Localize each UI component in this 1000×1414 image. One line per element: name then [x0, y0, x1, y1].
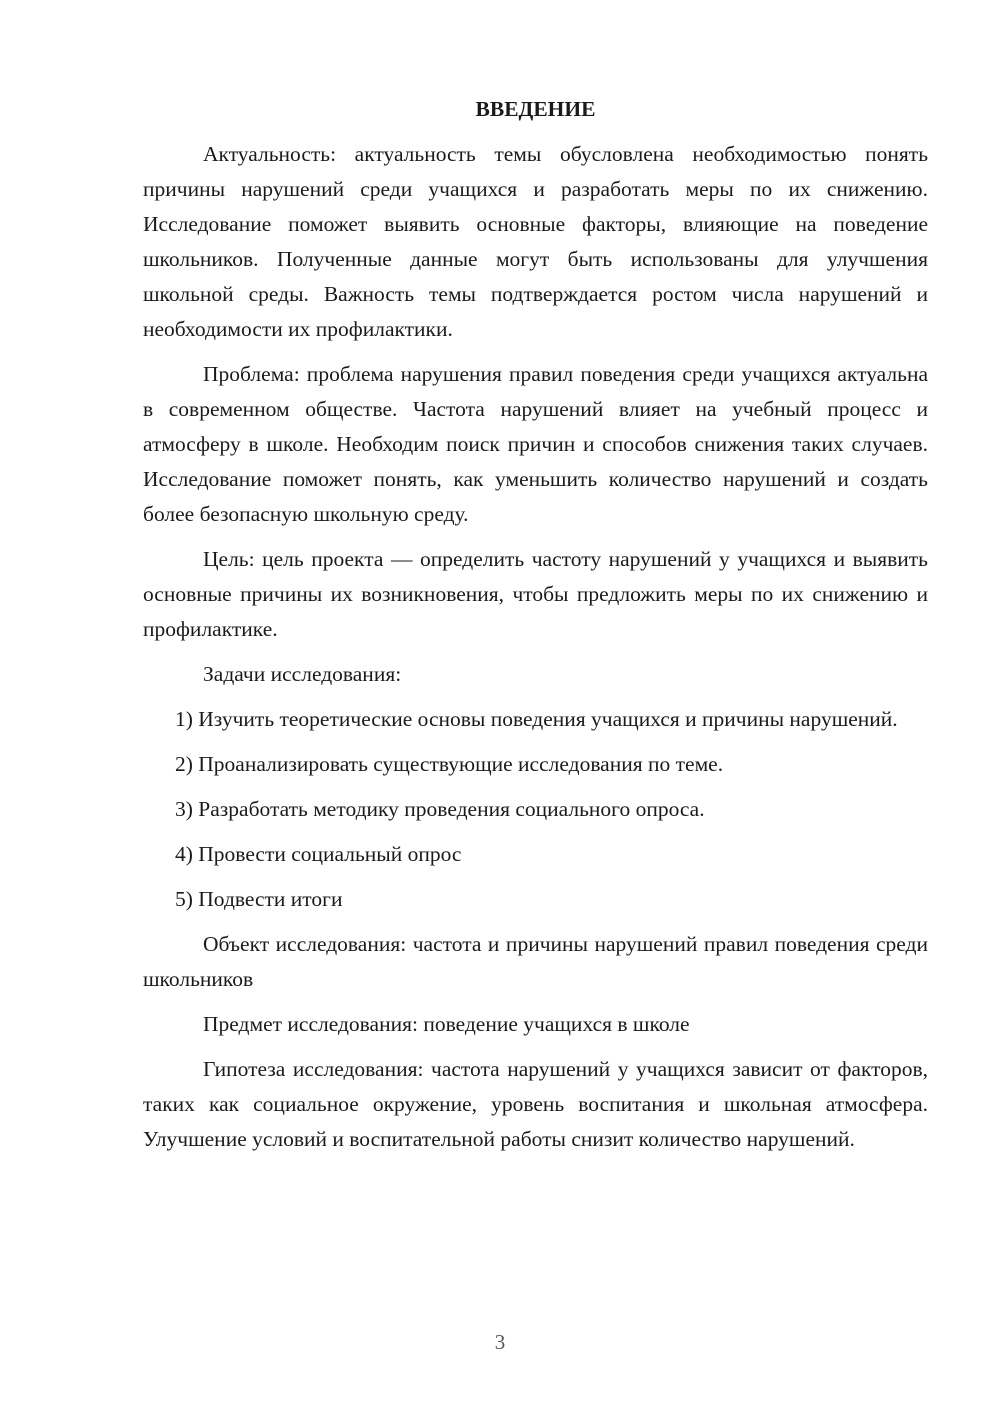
paragraph-subject: Предмет исследования: поведение учащихся в школе: [203, 1012, 690, 1036]
paragraph-hypothesis: Гипотеза исследования: частота нарушений у учащихся зависит от факторов, таких как социальное окружение, уровень воспитания и школьная атмосфера. Улучшение условий и воспитательной работы снизит количество нарушений.: [143, 1057, 928, 1151]
page-number: 3: [494, 1330, 506, 1354]
task-item-5: 5) Подвести итоги: [175, 887, 343, 911]
task-item-1: 1) Изучить теоретические основы поведения учащихся и причины нарушений.: [175, 707, 898, 731]
paragraph-object: Объект исследования: частота и причины нарушений правил поведения среди школьников: [143, 932, 928, 991]
task-item-4: 4) Провести социальный опрос: [175, 842, 462, 866]
page-title: ВВЕДЕНИЕ: [475, 97, 596, 121]
task-item-3: 3) Разработать методику проведения социального опроса.: [175, 797, 705, 821]
document-page: [143, 92, 928, 1167]
task-item-2: 2) Проанализировать существующие исследования по теме.: [175, 752, 724, 776]
paragraph-relevance: Актуальность: актуальность темы обусловлена необходимостью понять причины нарушений среди учащихся и разработать меры по их снижению. Исследование поможет выявить основные факторы, влияющие на поведение школьников. Полученные данные могут быть использованы для улучшения школьной среды. Важность темы подтверждается ростом числа нарушений и необходимости их профилактики.: [143, 142, 928, 341]
paragraph-problem: Проблема: проблема нарушения правил поведения среди учащихся актуальна в современном обществе. Частота нарушений влияет на учебный процесс и атмосферу в школе. Необходим поиск причин и способов снижения таких случаев. Исследование поможет понять, как уменьшить количество нарушений и создать более безопасную школьную среду.: [143, 362, 928, 526]
tasks-heading: Задачи исследования:: [203, 662, 402, 686]
paragraph-goal: Цель: цель проекта — определить частоту нарушений у учащихся и выявить основные причины их возникновения, чтобы предложить меры по их снижению и профилактике.: [143, 547, 928, 641]
